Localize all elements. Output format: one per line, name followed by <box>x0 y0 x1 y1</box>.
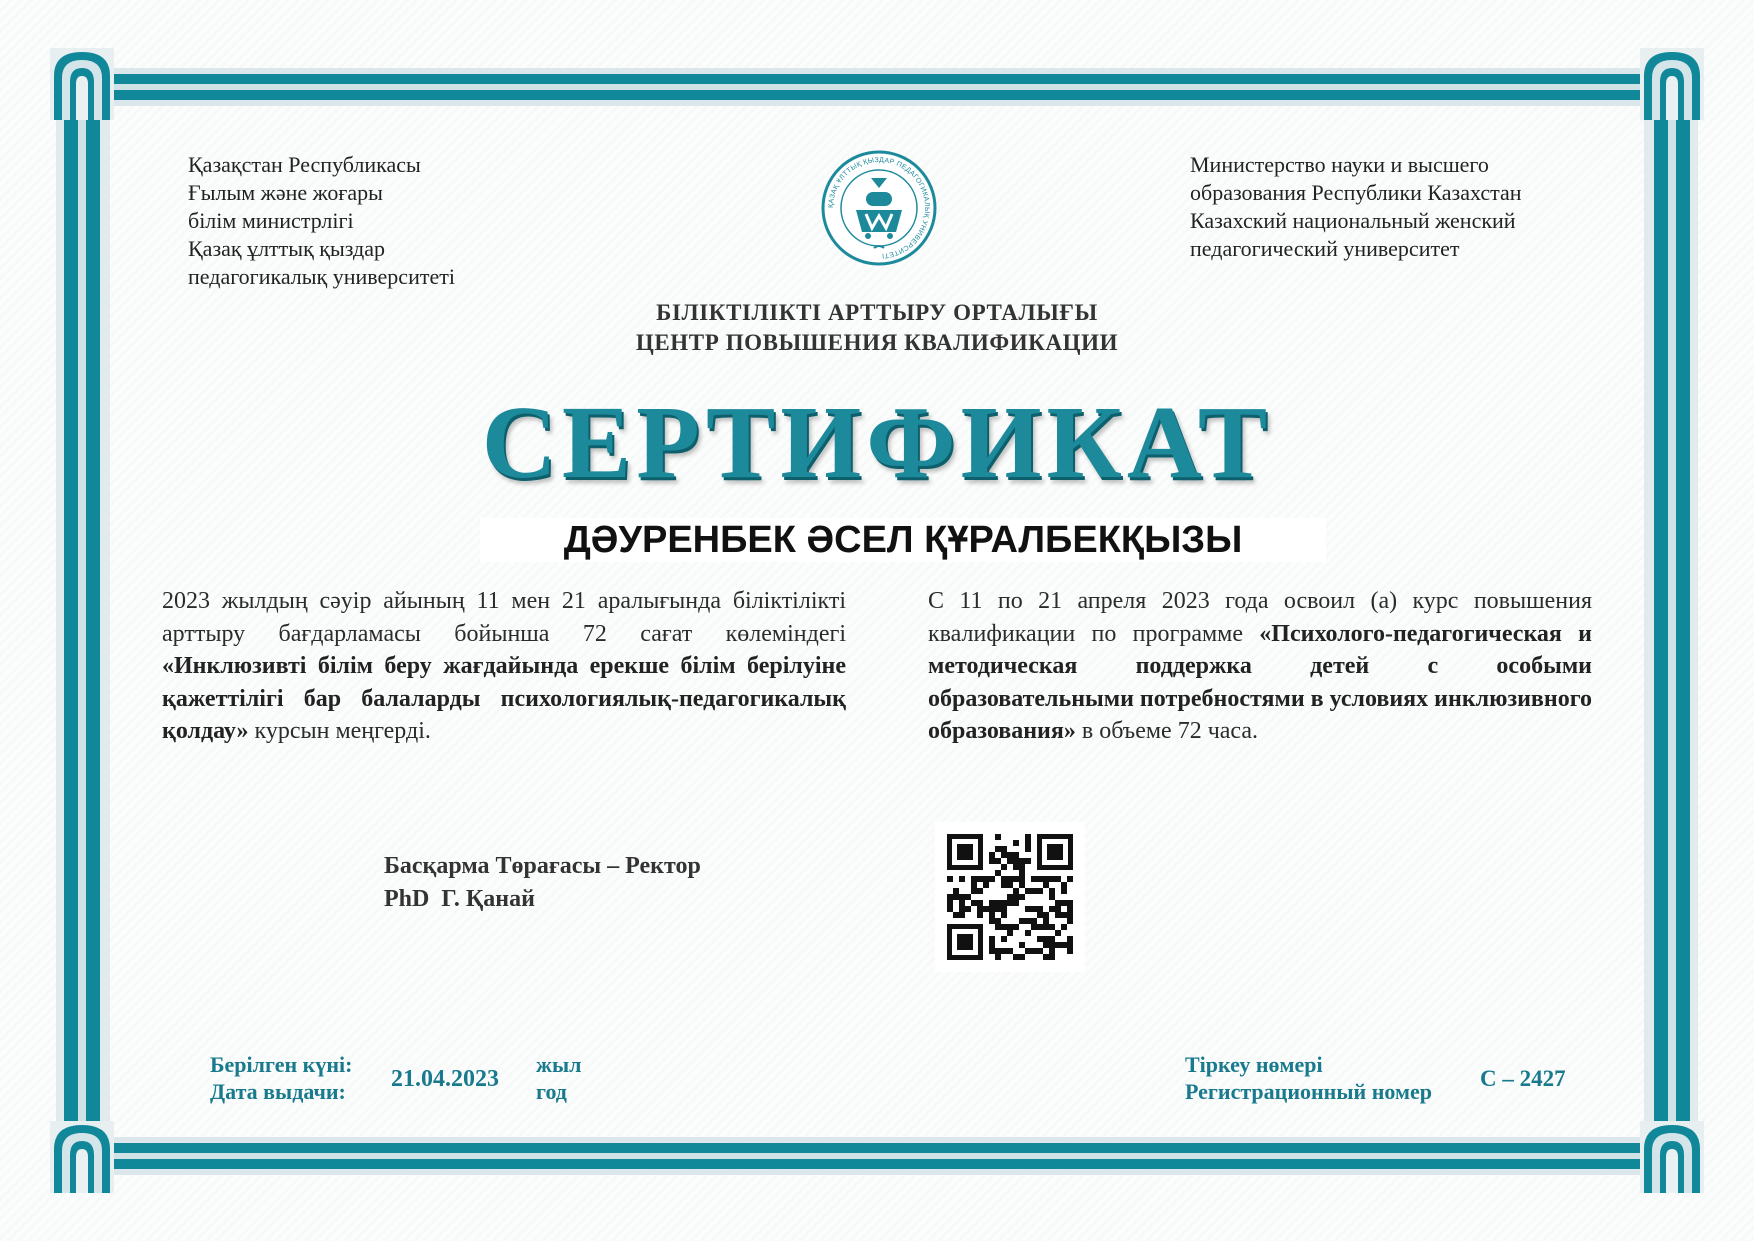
header-left-line: Қазақ ұлттық қыздар <box>188 236 385 261</box>
qr-module <box>1013 858 1019 864</box>
qr-module <box>971 876 977 882</box>
qr-module <box>1031 906 1037 912</box>
qr-module <box>995 900 1001 906</box>
qr-module <box>1025 846 1031 852</box>
qr-module <box>1043 918 1049 924</box>
frame-left-border <box>56 100 110 1133</box>
qr-module <box>1055 906 1061 912</box>
qr-module <box>1031 948 1037 954</box>
qr-code-graphic <box>935 822 1085 972</box>
corner-ornament-top-left <box>50 48 114 120</box>
qr-module <box>977 888 983 894</box>
qr-module <box>1037 906 1043 912</box>
qr-module <box>1001 846 1007 852</box>
registration-label-russian: Регистрационный номер <box>1185 1079 1432 1104</box>
qr-module <box>1013 954 1019 960</box>
qr-module <box>1013 900 1019 906</box>
header-left-line: педагогикалық университеті <box>188 264 455 289</box>
qr-module <box>1013 852 1019 858</box>
header-right-line: Казахский национальный женский <box>1190 208 1516 233</box>
qr-module <box>1019 858 1025 864</box>
signature-block <box>384 850 701 916</box>
header-right-line: Министерство науки и высшего <box>1190 152 1489 177</box>
qr-module <box>1013 894 1019 900</box>
course-title-kazakh: «Инклюзивті білім беру жағдайында ерекше білім берілуіне қажеттілігі бар балаларды психологиялық-педагогикалық қолдау» <box>162 653 846 745</box>
qr-module <box>1049 894 1055 900</box>
qr-module <box>1067 900 1073 906</box>
qr-module <box>1001 936 1007 942</box>
qr-module <box>1025 918 1031 924</box>
qr-module <box>1049 948 1055 954</box>
qr-module <box>1043 954 1049 960</box>
qr-module <box>1031 924 1037 930</box>
header-right-line: образования Республики Казахстан <box>1190 180 1522 205</box>
qr-module <box>977 912 983 918</box>
qr-module <box>995 948 1001 954</box>
qr-module <box>989 936 995 942</box>
qr-module <box>953 912 959 918</box>
qr-module <box>971 900 977 906</box>
qr-module <box>953 894 959 900</box>
corner-ornament-bottom-right <box>1640 1121 1704 1193</box>
qr-module <box>965 894 971 900</box>
center-title-russian: ЦЕНТР ПОВЫШЕНИЯ КВАЛИФИКАЦИИ <box>635 330 1119 355</box>
qr-module <box>1037 888 1043 894</box>
qr-module <box>1067 876 1073 882</box>
qr-module <box>1055 900 1061 906</box>
qr-module <box>1025 906 1031 912</box>
qr-module <box>1019 918 1025 924</box>
qr-module <box>1013 876 1019 882</box>
qr-module <box>1049 942 1055 948</box>
qr-code <box>935 822 1085 972</box>
qr-module <box>1007 894 1013 900</box>
qr-module <box>1001 906 1007 912</box>
qr-module <box>959 912 965 918</box>
qr-module <box>1037 948 1043 954</box>
qr-module <box>989 918 995 924</box>
qr-module <box>1043 882 1049 888</box>
qr-module <box>983 906 989 912</box>
qr-module <box>1019 870 1025 876</box>
logo-ring-text: ҚАЗАҚ ҰЛТТЫҚ ҚЫЗДАР ПЕДАГОГИКАЛЫҚ УНИВЕРСИТЕТІ <box>827 156 931 259</box>
qr-module <box>989 912 995 918</box>
qr-module <box>1001 948 1007 954</box>
qr-module <box>1031 876 1037 882</box>
header-left-kazakh <box>188 151 455 291</box>
qr-module <box>1043 912 1049 918</box>
corner-ornament-top-right <box>1640 48 1704 120</box>
qr-module <box>953 888 959 894</box>
frame-top-border <box>108 68 1646 106</box>
qr-module <box>1049 936 1055 942</box>
corner-ornament-bottom-left <box>50 1121 114 1193</box>
qr-module <box>1025 834 1031 840</box>
qr-module <box>983 882 989 888</box>
qr-module <box>1043 942 1049 948</box>
qr-module <box>1037 876 1043 882</box>
certificate-title: СЕРТИФИКАТ <box>481 385 1273 500</box>
qr-module <box>1025 888 1031 894</box>
qr-module <box>995 906 1001 912</box>
qr-module <box>1037 912 1043 918</box>
qr-module <box>1061 924 1067 930</box>
body-kazakh <box>162 585 846 748</box>
qr-module <box>1025 948 1031 954</box>
qr-module <box>1055 876 1061 882</box>
registration-label-kazakh: Тіркеу нөмері <box>1185 1052 1323 1077</box>
qr-module <box>1001 900 1007 906</box>
qr-module <box>1067 948 1073 954</box>
header-right-line: педагогический университет <box>1190 236 1460 261</box>
university-logo <box>816 148 942 268</box>
qr-module <box>1001 912 1007 918</box>
qr-module <box>965 906 971 912</box>
qr-module <box>1067 918 1073 924</box>
qr-module <box>1067 942 1073 948</box>
qr-module <box>989 876 995 882</box>
qr-module <box>1031 918 1037 924</box>
qr-module <box>1013 888 1019 894</box>
qr-module <box>1049 924 1055 930</box>
qr-module <box>947 876 953 882</box>
qr-module <box>1067 912 1073 918</box>
qr-module <box>1001 852 1007 858</box>
qr-module <box>1013 864 1019 870</box>
qr-module <box>1019 882 1025 888</box>
qr-module <box>1043 876 1049 882</box>
qr-module <box>959 906 965 912</box>
signatory-position: Басқарма Төрағасы – Ректор <box>384 853 701 879</box>
recipient-name: ДӘУРЕНБЕК ӘСЕЛ ҚҰРАЛБЕКҚЫЗЫ <box>480 518 1326 562</box>
qr-module <box>1043 936 1049 942</box>
qr-module <box>1001 882 1007 888</box>
qr-module <box>995 870 1001 876</box>
qr-module <box>1007 930 1013 936</box>
qr-module <box>995 834 1001 840</box>
qr-module <box>1037 936 1043 942</box>
body-kazakh-suffix: курсын меңгерді. <box>248 718 431 745</box>
qr-module <box>1001 924 1007 930</box>
signatory-name: PhD Г. Қанай <box>384 886 535 912</box>
qr-module <box>1007 900 1013 906</box>
year-label-russian: год <box>536 1079 567 1104</box>
qr-module <box>1061 888 1067 894</box>
qr-module <box>1049 876 1055 882</box>
issue-date-labels <box>210 1051 352 1105</box>
frame-right-border <box>1644 100 1698 1133</box>
qr-module <box>1007 882 1013 888</box>
qr-module <box>1019 864 1025 870</box>
header-left-line: Ғылым және жоғары <box>188 180 383 205</box>
registration-labels <box>1185 1051 1432 1105</box>
qr-module <box>1043 924 1049 930</box>
qr-module <box>1019 894 1025 900</box>
qr-module <box>1061 882 1067 888</box>
qr-module <box>995 846 1001 852</box>
qr-module <box>1049 954 1055 960</box>
header-left-line: Қазақстан Республикасы <box>188 152 421 177</box>
qr-module <box>1055 912 1061 918</box>
qr-module <box>995 858 1001 864</box>
issue-date-value: 21.04.2023 <box>391 1066 499 1092</box>
qr-module <box>947 900 953 906</box>
body-russian-prefix: С 11 по 21 апреля 2023 года освоил (а) курс повышения квалификации по программе <box>928 588 1592 647</box>
qr-module <box>1019 876 1025 882</box>
qr-module <box>1067 936 1073 942</box>
qr-module <box>959 900 965 906</box>
qr-module <box>1025 840 1031 846</box>
body-russian-suffix: в объеме 72 часа. <box>1075 718 1259 745</box>
qr-module <box>1049 906 1055 912</box>
body-russian <box>928 585 1592 748</box>
qr-module <box>971 888 977 894</box>
qr-module <box>995 954 1001 960</box>
qr-module <box>1013 840 1019 846</box>
year-labels <box>536 1051 581 1105</box>
year-label-kazakh: жыл <box>536 1052 582 1077</box>
qr-module <box>989 906 995 912</box>
qr-module <box>1007 924 1013 930</box>
qr-module <box>1019 954 1025 960</box>
qr-module <box>1007 858 1013 864</box>
registration-number: С – 2427 <box>1480 1066 1566 1091</box>
qr-module <box>977 900 983 906</box>
frame-bottom-border <box>108 1137 1646 1175</box>
qr-module <box>1007 948 1013 954</box>
qr-module <box>1067 906 1073 912</box>
qr-module <box>1025 858 1031 864</box>
qr-module <box>1007 876 1013 882</box>
qr-module <box>959 876 965 882</box>
issue-label-russian: Дата выдачи: <box>210 1079 346 1104</box>
qr-module <box>989 858 995 864</box>
qr-module <box>1055 930 1061 936</box>
qr-module <box>989 900 995 906</box>
header-right-russian <box>1190 151 1522 263</box>
qr-module <box>977 906 983 912</box>
qr-module <box>1055 942 1061 948</box>
qr-module <box>989 942 995 948</box>
qr-module <box>989 852 995 858</box>
qr-module <box>959 894 965 900</box>
course-title-russian: «Психолого-педагогическая и методическая поддержка детей с особыми образовательными потребностями в условиях инклюзивного образования» <box>928 620 1593 745</box>
qr-module <box>1007 852 1013 858</box>
qr-module <box>1001 876 1007 882</box>
qr-module <box>995 924 1001 930</box>
center-title-kazakh: БІЛІКТІЛІКТІ АРТТЫРУ ОРТАЛЫҒЫ <box>656 300 1098 325</box>
qr-module <box>995 918 1001 924</box>
qr-module <box>983 876 989 882</box>
qr-module <box>1001 864 1007 870</box>
issue-label-kazakh: Берілген күні: <box>210 1052 353 1077</box>
qr-module <box>1025 930 1031 936</box>
qr-module <box>947 894 953 900</box>
qr-module <box>1037 924 1043 930</box>
qr-module <box>1013 924 1019 930</box>
qr-module <box>1061 942 1067 948</box>
qr-module <box>1031 888 1037 894</box>
qr-module <box>1061 900 1067 906</box>
body-kazakh-prefix: 2023 жылдың сәуір айының 11 мен 21 аралығында біліктілікті арттыру бағдарламасы бойынша 72 сағат көлеміндегі <box>162 588 846 647</box>
header-left-line: білім министрлігі <box>188 208 354 233</box>
qr-module <box>947 906 953 912</box>
qr-module <box>1061 912 1067 918</box>
qr-module <box>1049 888 1055 894</box>
qr-module <box>971 882 977 888</box>
qr-module <box>989 948 995 954</box>
qr-module <box>1019 942 1025 948</box>
qr-module <box>977 876 983 882</box>
